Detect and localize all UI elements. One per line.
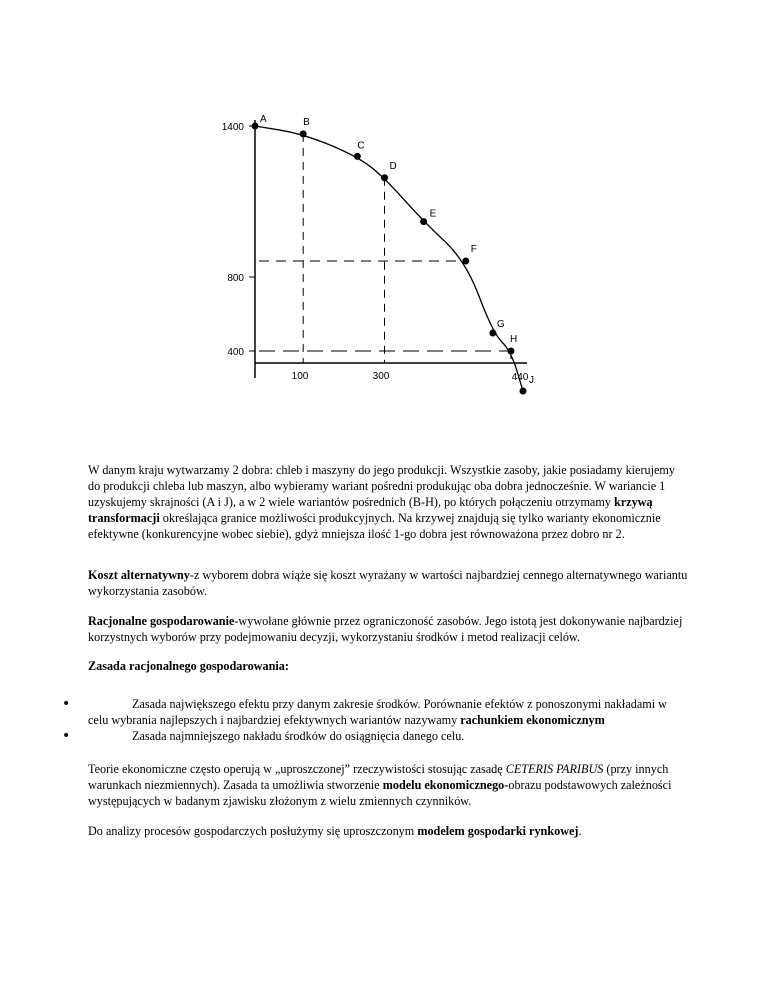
x-tick-label-100: 100 [291, 371, 309, 382]
point-label-g: G [496, 319, 505, 330]
teorie-paragraph [88, 761, 688, 809]
point-j [520, 388, 527, 395]
teorie-text-2: (przy innych warunkach niezmiennych). Zasada ta umożliwia stworzenie [88, 762, 669, 792]
intro-bold-term: krzywą transformacji [88, 495, 653, 525]
final-bold: modelem gospodarki rynkowej [417, 824, 579, 838]
point-b [300, 130, 307, 137]
point-label-h: H [509, 334, 518, 345]
point-label-a: A [260, 114, 267, 125]
point-g [489, 330, 496, 337]
koszt-term: Koszt alternatywny [88, 568, 190, 582]
intro-text-end: określająca granice możliwości produkcyjnych. Na krzywej znajdują się tylko warianty ekonomicznie efektywne (konkurencyjne wobec siebie), gdyż mniejsza ilość 1-go dobra jest równoważona przez dobro nr 2. [88, 511, 661, 541]
point-label-b: B [303, 116, 310, 128]
teorie-bold: modelu ekonomicznego- [382, 778, 509, 792]
point-e [420, 218, 427, 225]
teorie-text-3: obrazu podstawowych zależności występujących w badanym zjawisku złożonym z wielu zmiennych czynników. [88, 778, 672, 808]
bullet-icon: • [62, 728, 71, 744]
bullet-item-1 [62, 696, 688, 728]
y-tick-label-1400: 1400 [221, 122, 244, 133]
point-label-c: C [357, 140, 365, 152]
racjonalne-term: Racjonalne gospodarowanie [88, 614, 235, 628]
point-label-d: D [389, 160, 397, 172]
final-end: . [578, 824, 582, 838]
intro-text: W danym kraju wytwarzamy 2 dobra: chleb i maszyny do jego produkcji. Wszystkie zasoby, jakie posiadamy kierujemy do produkcji chleba lub maszyn, albo wybieramy wariant pośredni produkując oba dobra jednocześnie. W wariancie 1 uzyskujemy skrajności (A i J), a w 2 wiele wariantów pośrednich (B-H), po których połączeniu otrzymamy [88, 463, 675, 509]
x-tick-label-440: 440 [511, 372, 529, 383]
bullet2-text: Zasada najmniejszego nakładu środków do osiągnięcia danego celu. [132, 729, 465, 743]
koszt-paragraph [88, 567, 688, 599]
curve-points [252, 114, 535, 395]
point-d [381, 174, 388, 181]
point-label-f: F [470, 244, 477, 255]
bullet1-bold: rachunkiem ekonomicznym [460, 713, 605, 727]
y-tick-label-400: 400 [227, 347, 244, 358]
point-label-e: E [429, 208, 437, 220]
point-a [252, 123, 259, 130]
koszt-definition: -z wyborem dobra wiąże się koszt wyrażany w wartości najbardziej cennego alternatywnego wariantu wykorzystania zasobów. [88, 568, 688, 598]
racjonalne-paragraph [88, 613, 688, 645]
final-paragraph [88, 823, 688, 839]
bullet-icon: • [62, 696, 71, 712]
final-text: Do analizy procesów gospodarczych posłużymy się uproszczonym [88, 824, 415, 838]
point-label-j: J [529, 375, 535, 387]
point-c [354, 153, 361, 160]
production-possibility-chart [0, 0, 760, 400]
y-tick-label-800: 800 [227, 273, 244, 284]
teorie-italic: CETERIS PARIBUS [505, 762, 604, 776]
bullet1-text: Zasada największego efektu przy danym zakresie środków. Porównanie efektów z ponoszonymi nakładami w celu wybrania najlepszych i najbardziej efektywnych wariantów nazywamy [88, 697, 667, 727]
point-f [462, 258, 469, 265]
zasada-heading-text: Zasada racjonalnego gospodarowania: [88, 659, 289, 673]
x-tick-label-300: 300 [372, 371, 390, 382]
intro-paragraph [88, 462, 688, 542]
zasada-heading [88, 658, 688, 674]
racjonalne-definition: -wywołane głównie przez ograniczoność zasobów. Jego istotą jest dokonywanie najbardziej korzystnych wyborów przy podejmowaniu decyzji, wykorzystaniu środków i metod realizacji celów. [88, 614, 683, 644]
bullet-item-2 [62, 728, 688, 744]
point-h [507, 348, 514, 355]
teorie-text-1: Teorie ekonomiczne często operują w „uproszczonej” rzeczywistości stosując zasadę [88, 762, 503, 776]
